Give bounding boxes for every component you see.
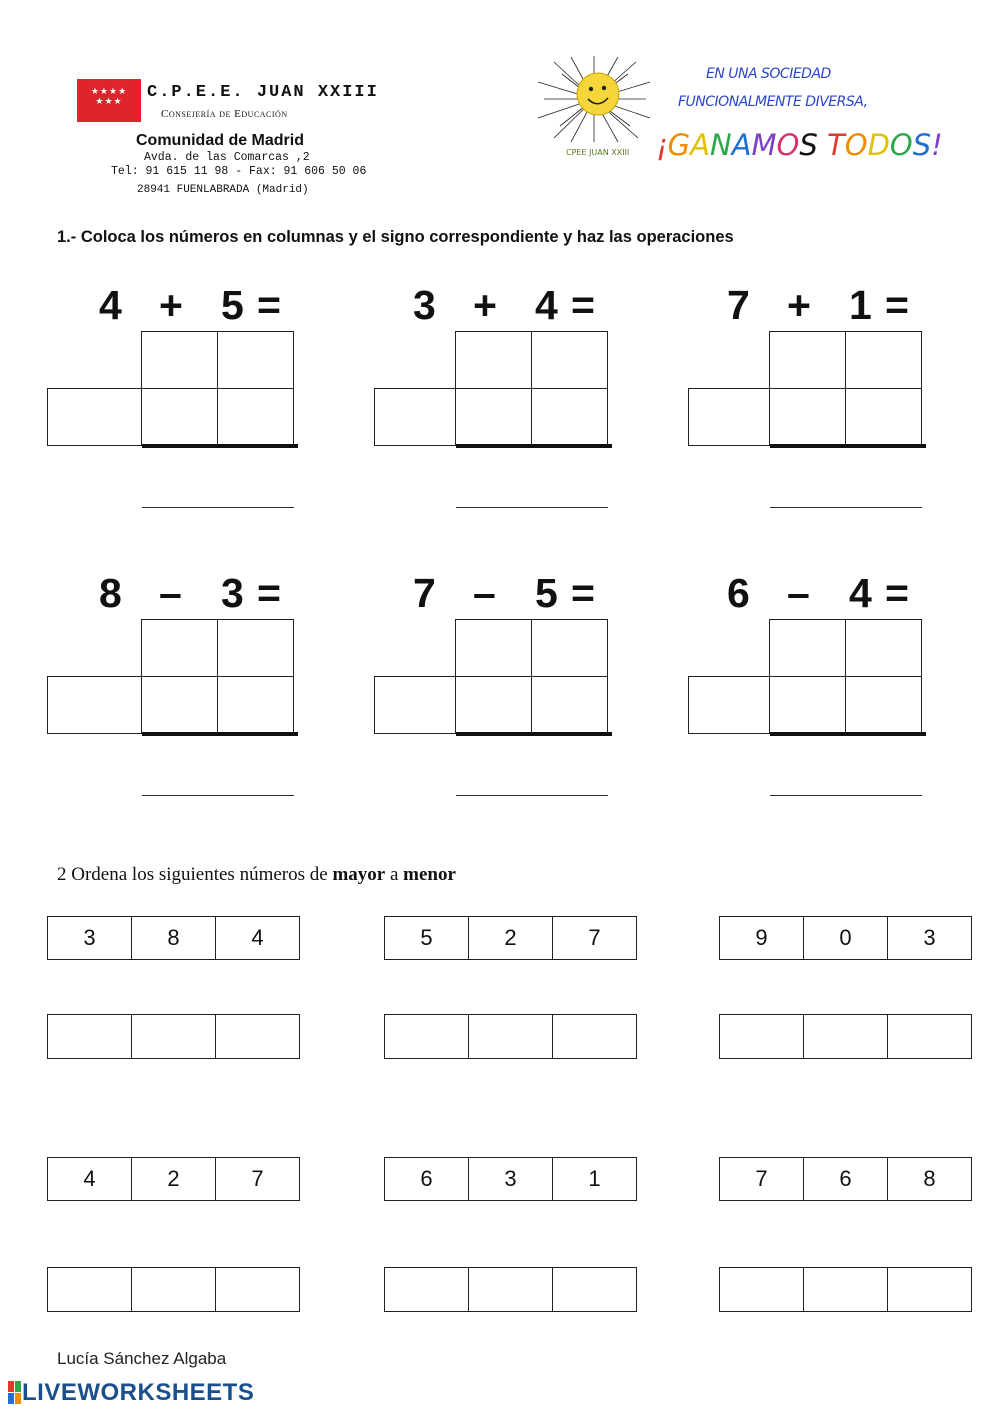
given-number-box: 4: [215, 916, 300, 960]
liveworksheets-brand[interactable]: LIVEWORKSHEETS: [22, 1379, 255, 1406]
answer-cell[interactable]: [769, 388, 846, 446]
given-number-box: 8: [131, 916, 216, 960]
answer-cell[interactable]: [769, 676, 846, 734]
answer-cell[interactable]: [217, 619, 294, 677]
result-line[interactable]: [770, 507, 922, 508]
operator-sign: –: [787, 570, 810, 616]
operand-b: 5: [535, 570, 558, 616]
answer-cell[interactable]: [455, 388, 532, 446]
slogan-letter: S: [799, 128, 818, 162]
answer-cell[interactable]: [531, 331, 608, 389]
slogan-letter: A: [731, 128, 752, 162]
exercise-1-instruction: 1.- Coloca los números en columnas y el signo correspondiente y haz las operaciones: [57, 228, 734, 246]
operand-a: 8: [99, 570, 122, 616]
sign-cell[interactable]: [374, 388, 456, 446]
operand-a: 6: [727, 570, 750, 616]
ordered-answer-box[interactable]: [887, 1267, 972, 1312]
sum-line: [142, 444, 298, 448]
ordered-answer-box[interactable]: [887, 1014, 972, 1059]
ordered-answer-box[interactable]: [468, 1267, 553, 1312]
department-name: Consejería de Educación: [161, 108, 288, 120]
answer-cell[interactable]: [531, 388, 608, 446]
operand-a: 7: [413, 570, 436, 616]
answer-cell[interactable]: [217, 676, 294, 734]
ordered-answer-box[interactable]: [552, 1267, 637, 1312]
operand-b: 1: [849, 282, 872, 328]
ordered-answer-box[interactable]: [468, 1014, 553, 1059]
slogan-letter: O: [889, 128, 913, 162]
ordered-answer-box[interactable]: [552, 1014, 637, 1059]
given-number-box: 3: [887, 916, 972, 960]
operand-a: 3: [413, 282, 436, 328]
sum-line: [456, 444, 612, 448]
result-line[interactable]: [456, 795, 608, 796]
ordered-answer-box[interactable]: [803, 1014, 888, 1059]
answer-cell[interactable]: [531, 676, 608, 734]
answer-cell[interactable]: [845, 619, 922, 677]
ordered-answer-box[interactable]: [803, 1267, 888, 1312]
given-number-box: 6: [803, 1157, 888, 1201]
answer-cell[interactable]: [845, 676, 922, 734]
sign-cell[interactable]: [47, 676, 142, 734]
exercise-2-instruction-mid: a: [385, 864, 404, 885]
sun-logo-caption: CPEE JUAN XXIII: [566, 148, 630, 157]
operator-sign: +: [159, 282, 183, 328]
slogan-letter: D: [867, 128, 890, 162]
ordered-answer-box[interactable]: [719, 1267, 804, 1312]
operand-b: 4: [535, 282, 558, 328]
sum-line: [770, 732, 926, 736]
answer-cell[interactable]: [455, 619, 532, 677]
school-address: Avda. de las Comarcas ,2: [144, 151, 310, 164]
ordered-answer-box[interactable]: [384, 1267, 469, 1312]
answer-cell[interactable]: [141, 331, 218, 389]
liveworksheets-logo-icon: [8, 1381, 22, 1405]
answer-cell[interactable]: [531, 619, 608, 677]
answer-cell[interactable]: [769, 331, 846, 389]
ordered-answer-box[interactable]: [47, 1014, 132, 1059]
answer-cell[interactable]: [217, 388, 294, 446]
ordered-answer-box[interactable]: [384, 1014, 469, 1059]
exercise-2-bold-menor: menor: [403, 864, 456, 885]
answer-cell[interactable]: [141, 619, 218, 677]
slogan-line-2: FUNCIONALMENTE DIVERSA,: [678, 94, 868, 110]
result-line[interactable]: [142, 795, 294, 796]
slogan-letter: O: [776, 128, 800, 162]
operand-a: 4: [99, 282, 122, 328]
comunidad-madrid-flag: [77, 79, 141, 122]
equals-sign: =: [885, 282, 909, 328]
slogan-letter: ¡: [656, 128, 668, 162]
answer-cell[interactable]: [141, 676, 218, 734]
ordered-answer-box[interactable]: [215, 1014, 300, 1059]
slogan-letter: A: [690, 128, 710, 162]
sum-line: [142, 732, 298, 736]
sign-cell[interactable]: [688, 388, 770, 446]
given-number-box: 3: [468, 1157, 553, 1201]
given-number-box: 1: [552, 1157, 637, 1201]
school-name: C.P.E.E. JUAN XXIII: [147, 83, 379, 102]
author-name: Lucía Sánchez Algaba: [57, 1349, 227, 1368]
answer-cell[interactable]: [455, 676, 532, 734]
flag-stars: ★★★★ ★★★: [90, 87, 128, 107]
operator-sign: –: [473, 570, 496, 616]
region-name: Comunidad de Madrid: [136, 132, 304, 149]
result-line[interactable]: [770, 795, 922, 796]
sum-line: [770, 444, 926, 448]
equals-sign: =: [571, 570, 595, 616]
operator-sign: –: [159, 570, 182, 616]
equals-sign: =: [257, 282, 281, 328]
ordered-answer-box[interactable]: [719, 1014, 804, 1059]
exercise-2-instruction-prefix: 2 Ordena los siguientes números de: [57, 864, 333, 885]
answer-cell[interactable]: [769, 619, 846, 677]
sign-cell[interactable]: [47, 388, 142, 446]
given-number-box: 7: [719, 1157, 804, 1201]
given-number-box: 8: [887, 1157, 972, 1201]
equals-sign: =: [571, 282, 595, 328]
ordered-answer-box[interactable]: [215, 1267, 300, 1312]
given-number-box: 6: [384, 1157, 469, 1201]
given-number-box: 7: [552, 916, 637, 960]
operand-b: 3: [221, 570, 244, 616]
operand-b: 4: [849, 570, 872, 616]
equals-sign: =: [885, 570, 909, 616]
result-line[interactable]: [142, 507, 294, 508]
slogan-letter: S: [912, 128, 932, 162]
operator-sign: +: [473, 282, 497, 328]
sign-cell[interactable]: [374, 676, 456, 734]
given-number-box: 0: [803, 916, 888, 960]
result-line[interactable]: [456, 507, 608, 508]
answer-cell[interactable]: [845, 331, 922, 389]
ordered-answer-box[interactable]: [47, 1267, 132, 1312]
operator-sign: +: [787, 282, 811, 328]
sign-cell[interactable]: [688, 676, 770, 734]
answer-cell[interactable]: [845, 388, 922, 446]
exercise-2-instruction: [57, 864, 456, 886]
equals-sign: =: [257, 570, 281, 616]
given-number-box: 7: [215, 1157, 300, 1201]
slogan-letter: [818, 128, 827, 162]
operand-a: 7: [727, 282, 750, 328]
sun-logo-icon: [536, 54, 652, 144]
exercise-2-bold-mayor: mayor: [332, 864, 386, 885]
school-city: 28941 FUENLABRADA (Madrid): [137, 184, 309, 196]
given-number-box: 9: [719, 916, 804, 960]
answer-cell[interactable]: [455, 331, 532, 389]
slogan-letter: T: [827, 128, 845, 162]
slogan-letter: G: [667, 128, 691, 162]
answer-cell[interactable]: [217, 331, 294, 389]
sum-line: [456, 732, 612, 736]
slogan-letter: O: [844, 128, 868, 162]
given-number-box: 2: [131, 1157, 216, 1201]
given-number-box: 5: [384, 916, 469, 960]
ordered-answer-box[interactable]: [131, 1267, 216, 1312]
slogan-letter: M: [751, 128, 777, 162]
answer-cell[interactable]: [141, 388, 218, 446]
operand-b: 5: [221, 282, 244, 328]
slogan-letter: N: [709, 128, 732, 162]
school-phone-fax: Tel: 91 615 11 98 - Fax: 91 606 50 06: [111, 165, 367, 178]
slogan-line-1: EN UNA SOCIEDAD: [706, 66, 831, 82]
slogan-line-3: [656, 128, 943, 162]
slogan-letter: !: [931, 128, 943, 162]
given-number-box: 2: [468, 916, 553, 960]
ordered-answer-box[interactable]: [131, 1014, 216, 1059]
given-number-box: 3: [47, 916, 132, 960]
given-number-box: 4: [47, 1157, 132, 1201]
